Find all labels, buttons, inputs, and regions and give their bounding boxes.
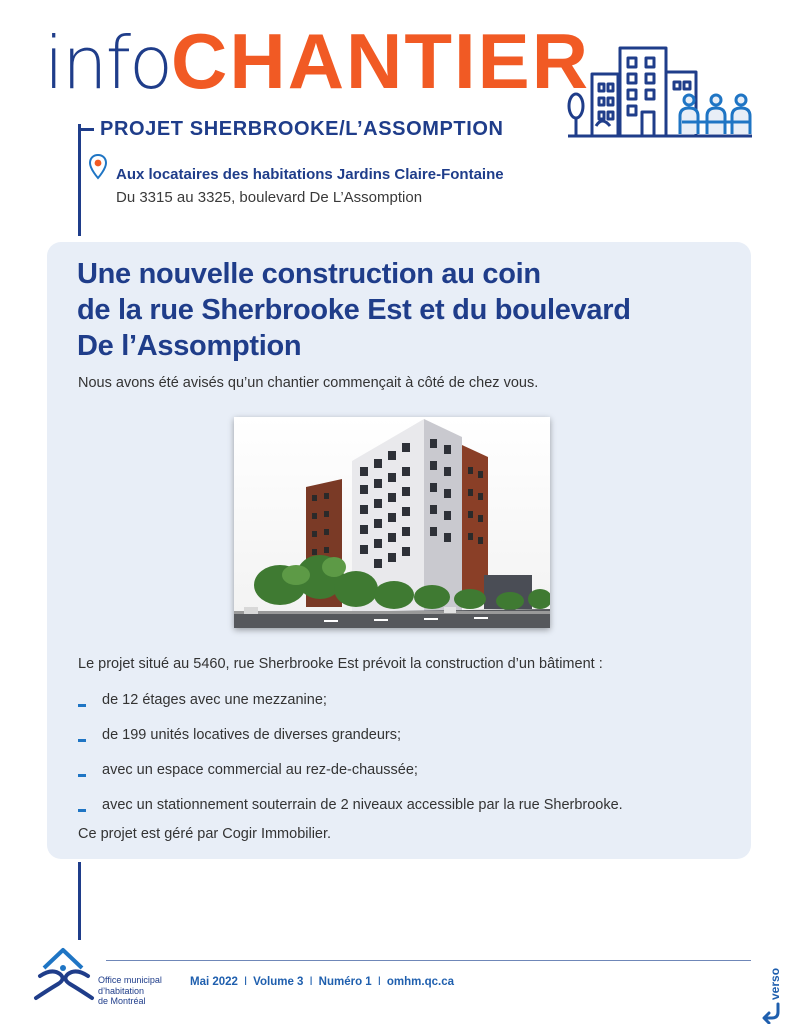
masthead-title (44, 17, 591, 105)
website-link[interactable]: omhm.qc.ca (386, 976, 454, 988)
organization-name-line: d’habitation (98, 985, 145, 996)
article-manager-note: Ce projet est géré par Cogir Immobilier. (78, 826, 332, 842)
recipient-line: Aux locataires des habitations Jardins Claire-Fontaine (116, 166, 504, 183)
footer-divider (106, 960, 751, 961)
headline-line: de la rue Sherbrooke Est et du boulevard (77, 294, 631, 326)
bullet-dash-icon (78, 739, 86, 742)
turn-arrow-icon (760, 1002, 786, 1024)
decorative-rule-vertical (78, 862, 81, 940)
separator: I (377, 976, 381, 988)
omhm-logo-icon (30, 946, 96, 1004)
city-buildings-people-icon (566, 42, 754, 140)
location-pin-icon (89, 154, 107, 180)
decorative-rule-vertical (78, 124, 81, 236)
organization-name-line: Office municipal (98, 975, 162, 985)
issue-number: Numéro 1 (318, 976, 372, 988)
list-item-text: de 199 unités locatives de diverses grandeurs; (102, 727, 402, 743)
bullet-dash-icon (78, 704, 86, 707)
list-item (78, 692, 623, 727)
bullet-dash-icon (78, 809, 86, 812)
article-lead: Le projet situé au 5460, rue Sherbrooke Est prévoit la construction d’un bâtiment : (78, 656, 603, 672)
separator: I (243, 976, 248, 988)
issue-info (190, 976, 454, 988)
project-title: PROJET SHERBROOKE/L’ASSOMPTION (100, 118, 504, 140)
decorative-rule-horizontal (78, 128, 94, 131)
feature-list (78, 692, 623, 832)
issue-date: Mai 2022 (190, 976, 238, 988)
headline-line: De l’Assomption (77, 330, 302, 362)
building-render-image (234, 417, 550, 628)
list-item-text: avec un espace commercial au rez-de-chaussée; (102, 762, 418, 778)
bullet-dash-icon (78, 774, 86, 777)
issue-volume: Volume 3 (253, 976, 304, 988)
article-intro: Nous avons été avisés qu’un chantier commençait à côté de chez vous. (78, 375, 539, 391)
article-headline (77, 256, 737, 364)
article-card (47, 242, 751, 859)
verso-label-wrap (764, 966, 784, 1000)
masthead-info: info (44, 21, 172, 105)
headline-line: Une nouvelle construction au coin (77, 258, 541, 290)
list-item (78, 762, 623, 797)
list-item-text: de 12 étages avec une mezzanine; (102, 692, 327, 708)
organization-name-line: de Montréal (98, 996, 146, 1006)
masthead-chantier: CHANTIER (171, 17, 591, 105)
verso-indicator (758, 966, 788, 1026)
verso-label: verso (768, 967, 782, 1000)
list-item-text: avec un stationnement souterrain de 2 niveaux accessible par la rue Sherbrooke. (102, 797, 623, 813)
organization-name (98, 975, 162, 1007)
recipient-address: Du 3315 au 3325, boulevard De L’Assomption (116, 189, 423, 206)
separator: I (309, 976, 313, 988)
list-item (78, 727, 623, 762)
